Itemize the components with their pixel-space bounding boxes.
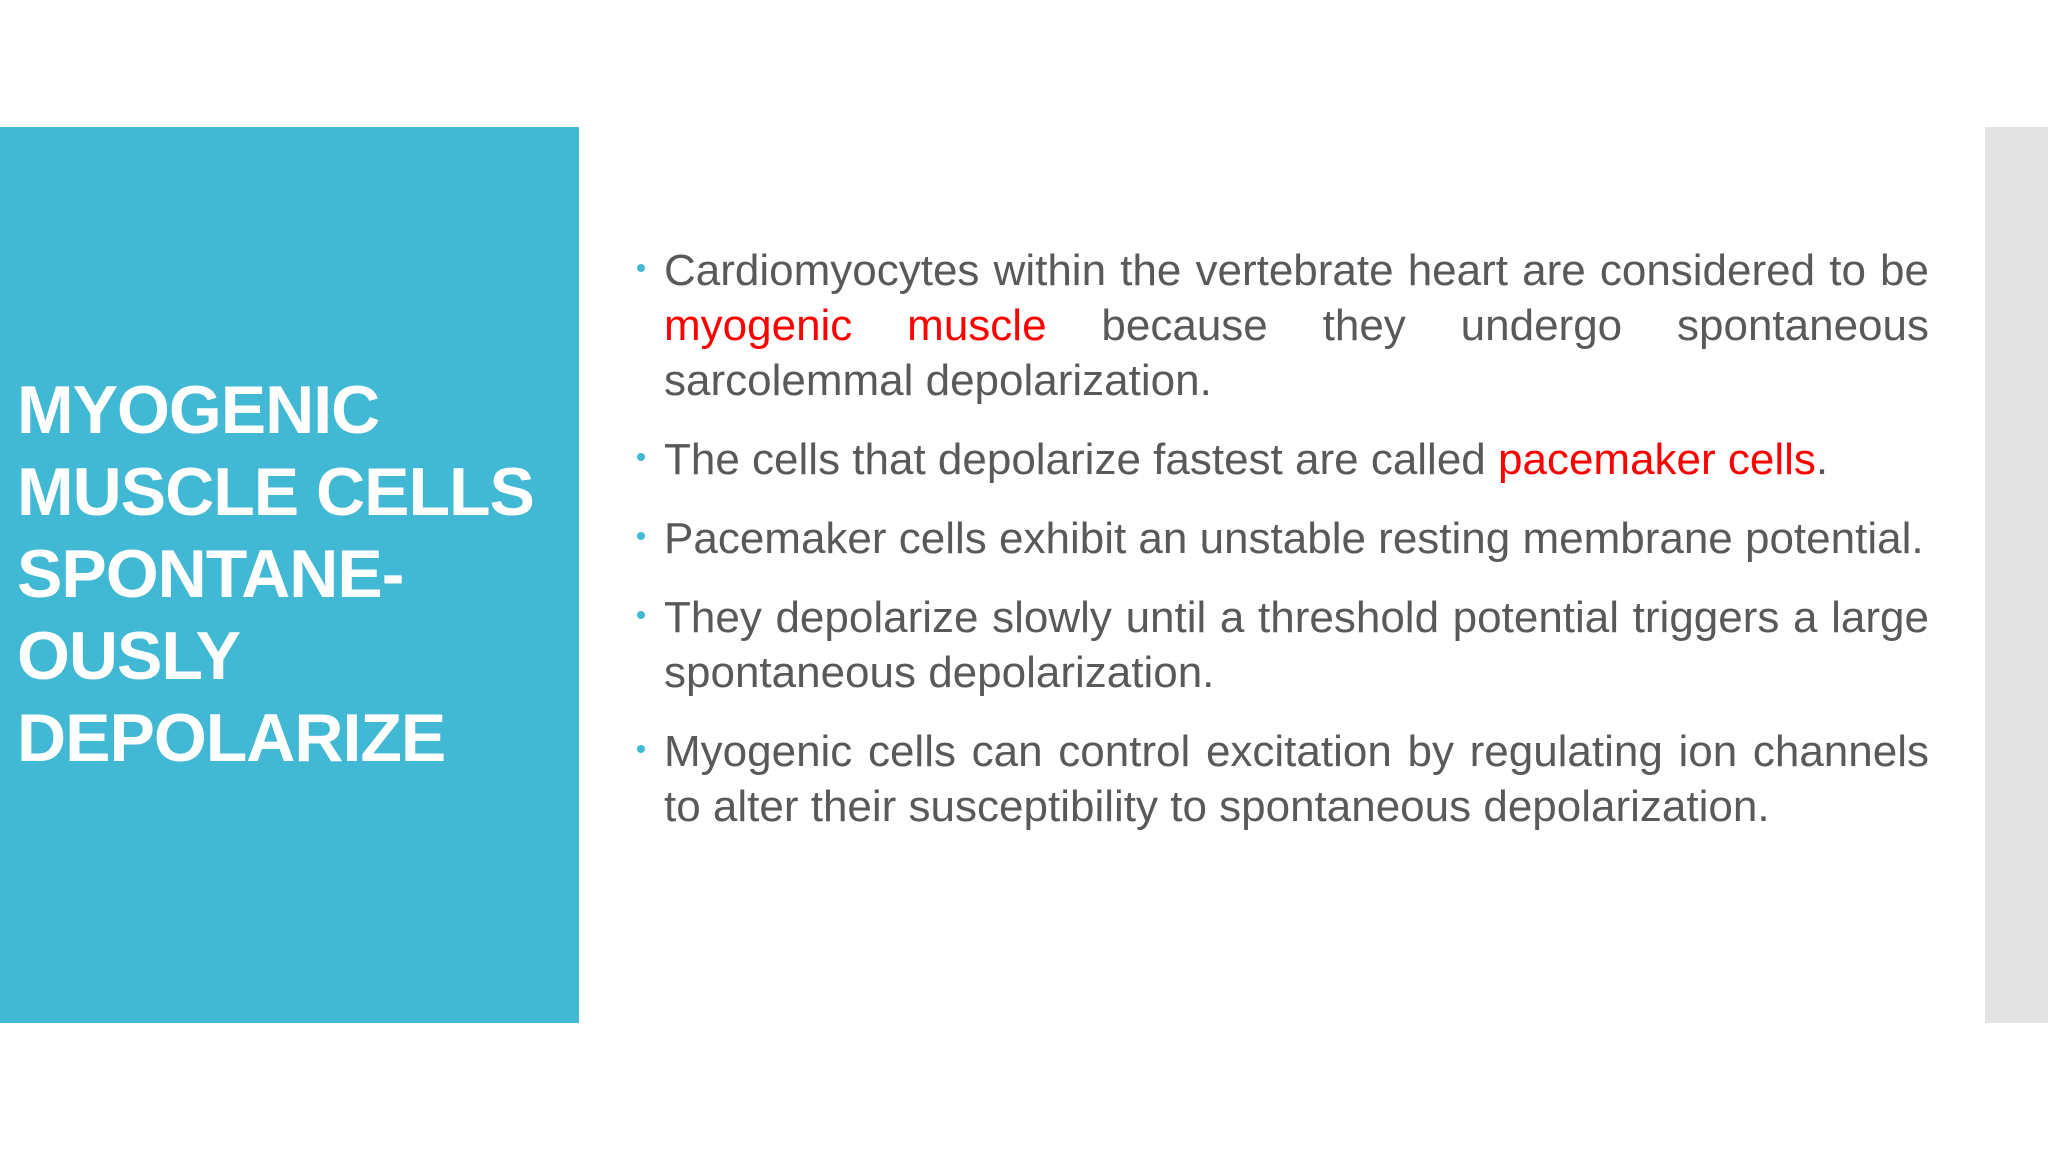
slide-title-line: SPONTANE-	[17, 536, 404, 612]
bullet-text: The cells that depolarize fastest are called	[664, 435, 1499, 484]
slide-title-line: DEPOLARIZE	[17, 700, 446, 776]
bullet-list	[634, 243, 1929, 834]
bullet-dot-icon	[637, 264, 645, 272]
slide-title-line: MYOGENIC	[17, 372, 380, 448]
bullet-dot-icon	[637, 745, 645, 753]
bullet-dot-icon	[637, 453, 645, 461]
slide-title-line: OUSLY	[17, 618, 241, 694]
bullet-item	[634, 590, 1929, 700]
bullet-item	[634, 724, 1929, 834]
bullet-text: Pacemaker cells exhibit an unstable resting membrane potential.	[664, 514, 1924, 563]
slide-title	[17, 369, 572, 779]
bullet-text: .	[1815, 435, 1829, 484]
bullet-item	[634, 243, 1929, 408]
bullet-dot-icon	[637, 611, 645, 619]
bullet-text: They depolarize slowly until a threshold potential triggers a large spontaneous depolarization.	[664, 593, 1929, 697]
highlighted-term: myogenic muscle	[664, 301, 1047, 350]
right-edge-strip	[1985, 127, 2048, 1023]
highlighted-term: pacemaker cells	[1498, 435, 1816, 484]
bullet-dot-icon	[637, 532, 645, 540]
bullet-text: Cardiomyocytes within the vertebrate heart are considered to be	[664, 246, 1929, 295]
bullet-text: Myogenic cells can control excitation by regulating ion channels to alter their susceptibility to spontaneous depolarization.	[664, 727, 1929, 831]
bullet-item	[634, 511, 1929, 566]
slide-title-line: MUSCLE CELLS	[17, 454, 534, 530]
bullet-text: because they undergo spontaneous sarcolemmal depolarization.	[664, 301, 1929, 405]
bullet-item	[634, 432, 1929, 487]
